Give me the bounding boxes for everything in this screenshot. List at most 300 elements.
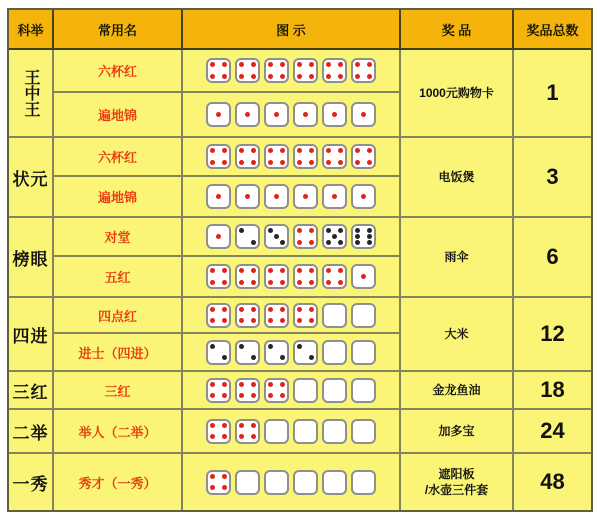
die-pip (222, 268, 227, 273)
table-subrow (54, 334, 401, 370)
die-pip (338, 118, 343, 123)
die-pip (361, 474, 366, 479)
die-pip (338, 200, 343, 205)
die-icon (235, 264, 260, 289)
dice-cell (183, 334, 401, 370)
die-pip (268, 188, 273, 193)
die-pip (280, 318, 285, 323)
die-pip (367, 160, 372, 165)
die-icon (293, 470, 318, 495)
die-pip (239, 154, 244, 159)
die-pip (222, 387, 227, 392)
die-pip (303, 154, 308, 159)
die-pip (297, 194, 302, 199)
die-pip (332, 74, 337, 79)
die-pip (297, 106, 302, 111)
die-icon (206, 224, 231, 249)
dice-cell (183, 218, 401, 255)
die-icon (293, 224, 318, 249)
die-pip (268, 74, 273, 79)
die-icon (293, 264, 318, 289)
die-pip (222, 485, 227, 490)
die-pip (216, 350, 221, 355)
die-pip (216, 280, 221, 285)
rank-cell: 四进 (9, 298, 54, 370)
die-pip (355, 74, 360, 79)
die-pip (297, 62, 302, 67)
die-pip (326, 382, 331, 387)
die-pip (355, 148, 360, 153)
die-pip (239, 344, 244, 349)
die-pip (245, 62, 250, 67)
dice-cell (183, 138, 401, 175)
die-pip (309, 280, 314, 285)
rank-cell: 二举 (9, 410, 54, 452)
die-pip (326, 344, 331, 349)
die-pip (309, 434, 314, 439)
die-icon (322, 102, 347, 127)
die-pip (245, 313, 250, 318)
die-pip (355, 200, 360, 205)
die-pip (280, 485, 285, 490)
die-pip (355, 313, 360, 318)
die-pip (297, 188, 302, 193)
die-pip (332, 148, 337, 153)
table-row-group (9, 410, 591, 454)
die-icon (235, 102, 260, 127)
die-pip (216, 423, 221, 428)
die-pip (245, 200, 250, 205)
die-pip (297, 423, 302, 428)
die-icon (351, 184, 376, 209)
prize-cell (401, 50, 514, 136)
die-pip (338, 393, 343, 398)
die-pip (361, 393, 366, 398)
die-pip (338, 160, 343, 165)
die-pip (245, 148, 250, 153)
die-pip (326, 307, 331, 312)
die-pip (297, 228, 302, 233)
table-subrow (54, 298, 401, 334)
die-pip (309, 479, 314, 484)
die-pip (338, 234, 343, 239)
die-pip (303, 313, 308, 318)
die-pip (251, 68, 256, 73)
die-pip (309, 200, 314, 205)
die-pip (303, 428, 308, 433)
combo-name-cell: 进士（四进） (54, 334, 183, 370)
die-pip (268, 228, 273, 233)
die-pip (297, 112, 302, 117)
die-pip (355, 118, 360, 123)
dice-cell (183, 93, 401, 136)
die-pip (245, 318, 250, 323)
die-pip (245, 154, 250, 159)
die-icon (322, 419, 347, 444)
die-pip (332, 423, 337, 428)
die-pip (210, 228, 215, 233)
die-pip (216, 118, 221, 123)
die-pip (367, 200, 372, 205)
die-pip (309, 148, 314, 153)
die-pip (309, 154, 314, 159)
die-pip (367, 485, 372, 490)
die-pip (216, 160, 221, 165)
die-pip (245, 350, 250, 355)
die-pip (251, 313, 256, 318)
die-pip (332, 240, 337, 245)
die-pip (361, 106, 366, 111)
die-pip (268, 344, 273, 349)
die-icon (293, 419, 318, 444)
die-pip (222, 62, 227, 67)
die-pip (309, 485, 314, 490)
die-pip (239, 428, 244, 433)
die-pip (268, 318, 273, 323)
prize-count-cell: 12 (540, 321, 565, 346)
die-pip (245, 68, 250, 73)
die-pip (274, 68, 279, 73)
die-pip (309, 393, 314, 398)
die-pip (280, 387, 285, 392)
die-pip (245, 479, 250, 484)
die-pip (216, 393, 221, 398)
die-pip (280, 194, 285, 199)
die-pip (303, 188, 308, 193)
die-pip (367, 68, 372, 73)
die-pip (239, 62, 244, 67)
die-pip (216, 474, 221, 479)
die-pip (309, 160, 314, 165)
die-pip (280, 62, 285, 67)
die-pip (239, 68, 244, 73)
die-icon (264, 419, 289, 444)
prize-count-cell: 3 (546, 164, 559, 189)
die-pip (251, 382, 256, 387)
die-pip (303, 74, 308, 79)
die-pip (222, 307, 227, 312)
die-pip (361, 479, 366, 484)
die-pip (361, 228, 366, 233)
die-pip (338, 313, 343, 318)
die-pip (216, 188, 221, 193)
die-pip (280, 188, 285, 193)
die-pip (210, 62, 215, 67)
die-pip (239, 268, 244, 273)
die-pip (326, 240, 331, 245)
die-pip (361, 118, 366, 123)
die-pip (338, 148, 343, 153)
die-pip (355, 393, 360, 398)
die-pip (332, 228, 337, 233)
die-pip (297, 234, 302, 239)
die-pip (338, 106, 343, 111)
prize-cell (401, 298, 514, 370)
die-pip (297, 318, 302, 323)
die-pip (355, 474, 360, 479)
die-pip (239, 479, 244, 484)
die-pip (297, 274, 302, 279)
die-pip (222, 160, 227, 165)
die-icon (235, 144, 260, 169)
die-pip (338, 280, 343, 285)
die-pip (268, 62, 273, 67)
die-pip (222, 68, 227, 73)
die-pip (332, 106, 337, 111)
die-pip (280, 313, 285, 318)
die-pip (222, 274, 227, 279)
die-pip (222, 428, 227, 433)
die-pip (361, 382, 366, 387)
die-pip (280, 423, 285, 428)
die-pip (332, 154, 337, 159)
die-pip (216, 106, 221, 111)
die-icon (351, 378, 376, 403)
die-pip (245, 423, 250, 428)
die-pip (338, 62, 343, 67)
die-pip (355, 387, 360, 392)
die-pip (274, 280, 279, 285)
die-pip (280, 74, 285, 79)
die-pip (280, 200, 285, 205)
die-pip (355, 194, 360, 199)
die-icon (206, 144, 231, 169)
die-pip (274, 234, 279, 239)
die-pip (326, 474, 331, 479)
die-pip (216, 274, 221, 279)
die-pip (361, 355, 366, 360)
die-pip (210, 194, 215, 199)
die-pip (326, 234, 331, 239)
die-pip (326, 387, 331, 392)
die-pip (338, 479, 343, 484)
die-pip (280, 112, 285, 117)
prize-count-cell: 1 (546, 80, 559, 105)
die-pip (355, 344, 360, 349)
die-icon (206, 419, 231, 444)
die-pip (326, 479, 331, 484)
die-pip (280, 479, 285, 484)
prize-cell (401, 218, 514, 296)
die-pip (332, 194, 337, 199)
dice-cell (183, 454, 401, 510)
die-pip (280, 106, 285, 111)
die-pip (210, 344, 215, 349)
die-pip (222, 148, 227, 153)
die-pip (210, 428, 215, 433)
die-pip (297, 148, 302, 153)
die-pip (216, 240, 221, 245)
die-pip (332, 428, 337, 433)
die-pip (245, 240, 250, 245)
die-pip (222, 382, 227, 387)
die-icon (322, 144, 347, 169)
die-pip (361, 188, 366, 193)
die-pip (251, 106, 256, 111)
die-icon (322, 264, 347, 289)
die-pip (338, 355, 343, 360)
die-pip (309, 228, 314, 233)
die-pip (210, 393, 215, 398)
die-pip (251, 474, 256, 479)
die-pip (326, 434, 331, 439)
die-pip (361, 240, 366, 245)
die-pip (309, 68, 314, 73)
die-pip (361, 344, 366, 349)
die-pip (309, 313, 314, 318)
table-row-group (9, 298, 591, 372)
die-pip (332, 393, 337, 398)
die-pip (303, 240, 308, 245)
die-pip (239, 485, 244, 490)
die-pip (251, 307, 256, 312)
die-pip (268, 387, 273, 392)
die-pip (361, 268, 366, 273)
die-icon (322, 340, 347, 365)
die-icon (351, 264, 376, 289)
die-pip (210, 280, 215, 285)
die-pip (268, 194, 273, 199)
die-pip (210, 318, 215, 323)
die-pip (367, 74, 372, 79)
header-prize: 奖 品 (401, 10, 514, 50)
die-pip (309, 350, 314, 355)
die-pip (303, 318, 308, 323)
die-icon (264, 303, 289, 328)
die-pip (332, 474, 337, 479)
die-pip (210, 188, 215, 193)
die-pip (332, 118, 337, 123)
die-pip (216, 228, 221, 233)
die-pip (251, 160, 256, 165)
die-pip (309, 428, 314, 433)
die-pip (367, 118, 372, 123)
die-pip (367, 112, 372, 117)
die-pip (280, 154, 285, 159)
die-pip (274, 268, 279, 273)
die-pip (210, 74, 215, 79)
die-pip (297, 68, 302, 73)
die-pip (303, 62, 308, 67)
prize-text: 金龙鱼油 (432, 382, 481, 397)
die-pip (216, 74, 221, 79)
die-pip (210, 355, 215, 360)
die-pip (245, 106, 250, 111)
die-pip (326, 274, 331, 279)
table-subrow (54, 138, 401, 177)
die-icon (206, 378, 231, 403)
die-pip (216, 355, 221, 360)
die-icon (206, 303, 231, 328)
header-rank: 科举 (9, 10, 54, 50)
die-pip (210, 313, 215, 318)
table-subrow (54, 218, 401, 257)
die-pip (245, 234, 250, 239)
die-pip (367, 428, 372, 433)
die-pip (332, 188, 337, 193)
die-pip (361, 234, 366, 239)
die-pip (210, 307, 215, 312)
die-pip (274, 188, 279, 193)
die-pip (268, 350, 273, 355)
die-pip (338, 194, 343, 199)
die-pip (326, 200, 331, 205)
die-pip (303, 479, 308, 484)
die-pip (309, 74, 314, 79)
die-pip (326, 194, 331, 199)
die-pip (332, 479, 337, 484)
die-pip (239, 382, 244, 387)
die-pip (367, 268, 372, 273)
die-pip (367, 280, 372, 285)
die-pip (303, 160, 308, 165)
die-pip (355, 160, 360, 165)
die-pip (326, 318, 331, 323)
die-pip (280, 68, 285, 73)
die-icon (235, 340, 260, 365)
die-pip (332, 485, 337, 490)
die-pip (210, 474, 215, 479)
die-icon (322, 58, 347, 83)
die-pip (245, 188, 250, 193)
die-pip (251, 194, 256, 199)
die-pip (332, 68, 337, 73)
die-pip (274, 62, 279, 67)
die-icon (351, 303, 376, 328)
die-pip (361, 434, 366, 439)
die-pip (332, 234, 337, 239)
die-pip (338, 344, 343, 349)
name-dice-column (54, 50, 401, 136)
die-pip (222, 154, 227, 159)
header-common-name: 常用名 (54, 10, 183, 50)
die-pip (239, 234, 244, 239)
die-pip (361, 154, 366, 159)
die-pip (274, 74, 279, 79)
die-pip (210, 479, 215, 484)
die-pip (326, 280, 331, 285)
die-pip (210, 485, 215, 490)
die-pip (239, 228, 244, 233)
die-pip (216, 307, 221, 312)
die-pip (309, 318, 314, 323)
die-pip (268, 240, 273, 245)
die-pip (222, 393, 227, 398)
die-pip (210, 200, 215, 205)
die-pip (297, 268, 302, 273)
die-pip (367, 106, 372, 111)
die-pip (338, 485, 343, 490)
combo-name-cell: 六杯红 (54, 50, 183, 91)
die-pip (338, 382, 343, 387)
die-pip (239, 194, 244, 199)
die-pip (297, 393, 302, 398)
die-pip (216, 194, 221, 199)
die-pip (303, 307, 308, 312)
die-pip (297, 118, 302, 123)
die-pip (210, 154, 215, 159)
die-pip (274, 355, 279, 360)
die-pip (303, 106, 308, 111)
die-pip (245, 228, 250, 233)
die-pip (210, 68, 215, 73)
die-pip (367, 148, 372, 153)
table-row-group (9, 372, 591, 410)
die-pip (210, 268, 215, 273)
prize-text: 加多宝 (438, 423, 475, 438)
die-pip (297, 428, 302, 433)
die-icon (293, 340, 318, 365)
